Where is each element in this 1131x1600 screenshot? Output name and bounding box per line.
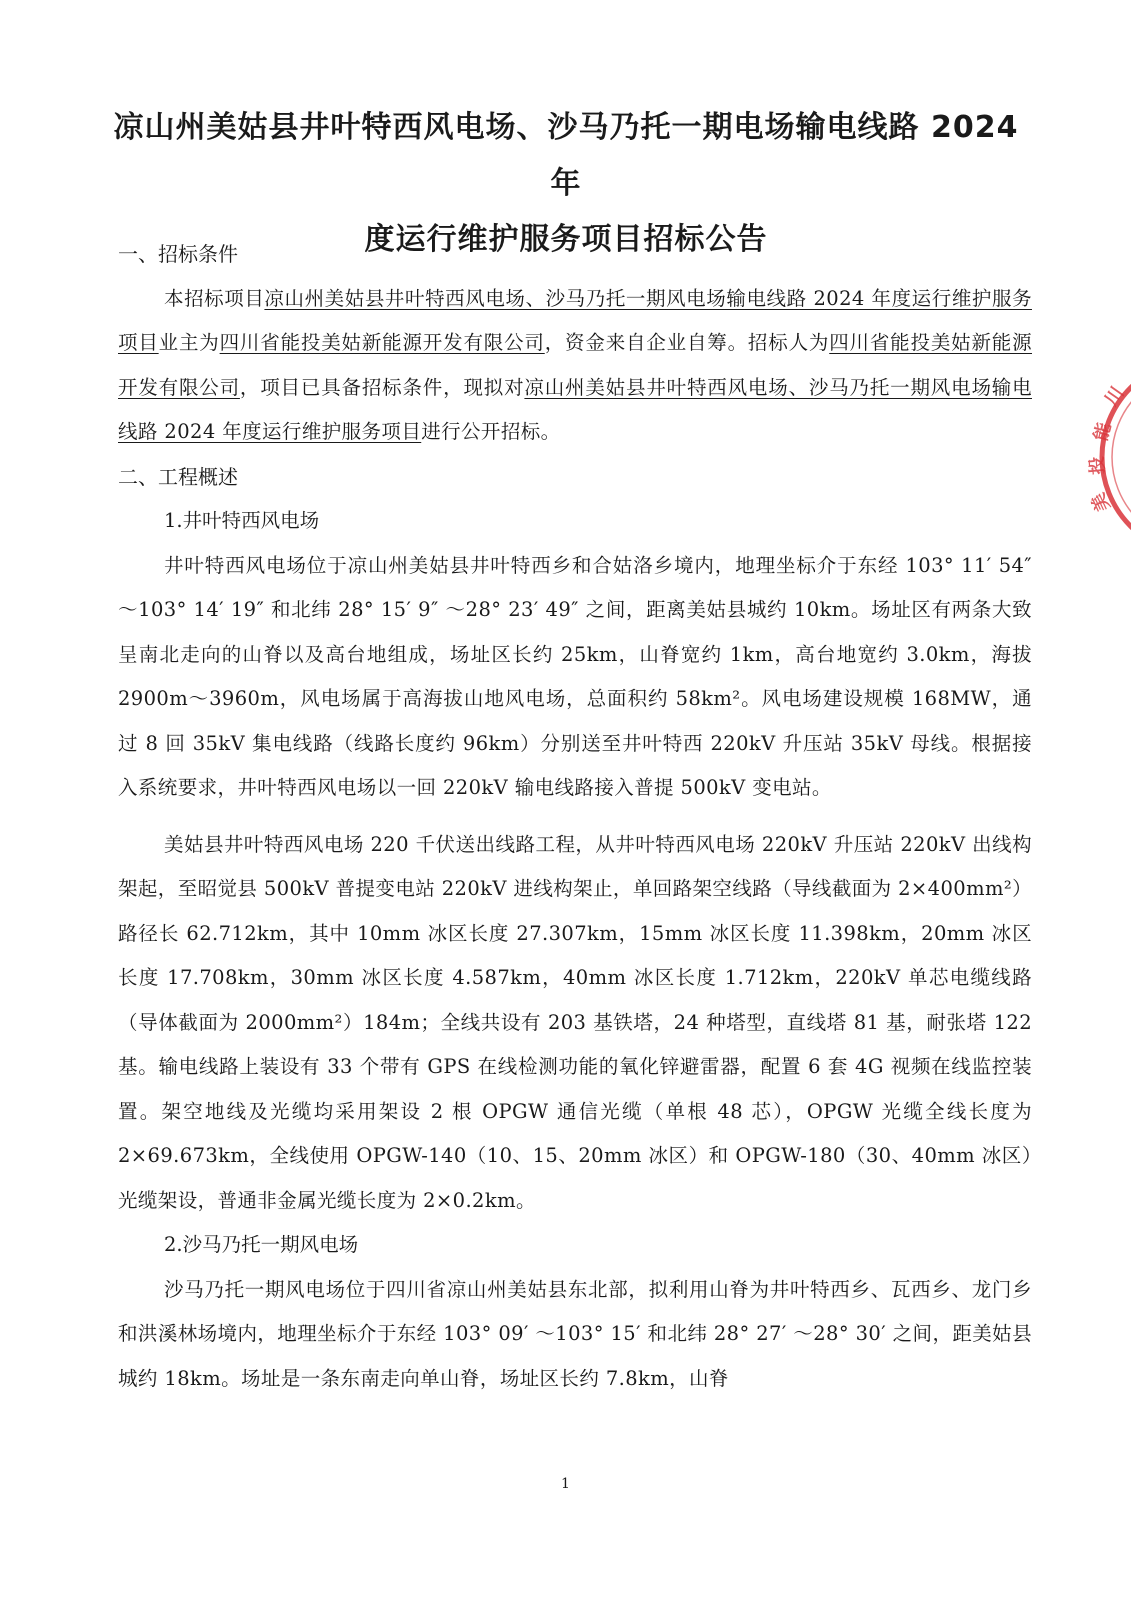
svg-text:川: 川 <box>1100 383 1129 410</box>
svg-text:美: 美 <box>1087 489 1115 515</box>
bidding-text-d: ，项目已具备招标条件，现拟对 <box>239 375 525 399</box>
owner-name-underlined: 四川省能投美姑新能源开发有限公司 <box>219 331 545 354</box>
bidding-text-b: 业主为 <box>158 331 220 354</box>
tenderer-name-underlined: 四川省能投美姑新能源开发有限公司 <box>118 331 1032 399</box>
seal-arc-graphic <box>1080 362 1131 552</box>
title-line-1: 凉山州美姑县井叶特西风电场、沙马乃托一期电场输电线路 2024 年 <box>113 110 1019 201</box>
bidding-text-a: 本招标项目 <box>164 286 265 310</box>
project-name-underlined: 凉山州美姑县井叶特西风电场、沙马乃托一期风电场输电线路 2024 年度运行维护服务项目 <box>118 286 1032 354</box>
jingyetexi-overview-paragraph: 井叶特西风电场位于凉山州美姑县井叶特西乡和合姑洛乡境内，地理坐标介于东经 103° 11′ 54″ ～103° 14′ 19″ 和北纬 28° 15′ 9″ ～28° 23′ 49″ 之间，距离美姑县城约 10km。场址区有两条大致呈南北走向的山脊以及高台地组成，场址区长约 25km，山脊宽约 1km，高台地宽约 3.0km，海拔 2900m～3960m，风电场属于高海拔山地风电场，总面积约 58km²。风电场建设规模 168MW，通过 8 回 35kV 集电线路（线路长度约 96km）分别送至井叶特西 220kV 升压站 35kV 母线。根据接入系统要求，井叶特西风电场以一回 220kV 输电线路接入普提 500kV 变电站。 <box>118 553 1032 799</box>
svg-text:能: 能 <box>1090 420 1116 444</box>
bidding-text-c: ，资金来自企业自筹。招标人为 <box>544 331 830 354</box>
project-name-underlined-2: 凉山州美姑县井叶特西风电场、沙马乃托一期风电场输电线路 2024 年度运行维护服务项目 <box>118 375 1032 443</box>
subsection-heading-shamanaituo: 2.沙马乃托一期风电场 <box>164 1233 359 1256</box>
page-number: 1 <box>561 1476 570 1492</box>
svg-text:投: 投 <box>1086 455 1109 476</box>
document-body <box>118 232 1032 1401</box>
section-heading-bidding-conditions: 一、招标条件 <box>118 242 238 266</box>
bidding-conditions-paragraph <box>118 277 1032 455</box>
shamanaituo-overview-paragraph: 沙马乃托一期风电场位于四川省凉山州美姑县东北部，拟利用山脊为井叶特西乡、瓦西乡、龙门乡和洪溪林场境内，地理坐标介于东经 103° 09′ ～103° 15′ 和北纬 28° 27′ ～28° 30′ 之间，距美姑县城约 18km。场址是一条东南走向单山脊，场址区长约 7.8km，山脊 <box>118 1277 1032 1390</box>
title-line-2: 度运行维护服务项目招标公告 <box>364 222 768 257</box>
section-heading-project-overview: 二、工程概述 <box>118 464 238 489</box>
subsection-heading-jingyetexi: 1.井叶特西风电场 <box>164 509 320 532</box>
transmission-line-paragraph: 美姑县井叶特西风电场 220 千伏送出线路工程，从井叶特西风电场 220kV 升压站 220kV 出线构架起，至昭觉县 500kV 普提变电站 220kV 进线构架止，单回路架空线路（导线截面为 2×400mm²）路径长 62.712km，其中 10mm 冰区长度 27.307km，15mm 冰区长度 11.398km，20mm 冰区长度 17.708km，30mm 冰区长度 4.587km，40mm 冰区长度 1.712km，220kV 单芯电缆线路（导体截面为 2000mm²）184m；全线共设有 203 基铁塔，24 种塔型，直线塔 81 基，耐张塔 122 基。输电线路上装设有 33 个带有 GPS 在线检测功能的氧化锌避雷器，配置 6 套 4G 视频在线监控装置。架空地线及光缆均采用架设 2 根 OPGW 通信光缆（单根 48 芯），OPGW 光缆全线长度为 2×69.673km，全线使用 OPGW-140（10、15、20mm 冰区）和 OPGW-180（30、40mm 冰区）光缆架设，普通非金属光缆长度为 2×0.2km。 <box>118 832 1032 1212</box>
bidding-text-e: 进行公开招标。 <box>421 420 561 443</box>
red-seal-stamp <box>1080 362 1131 552</box>
